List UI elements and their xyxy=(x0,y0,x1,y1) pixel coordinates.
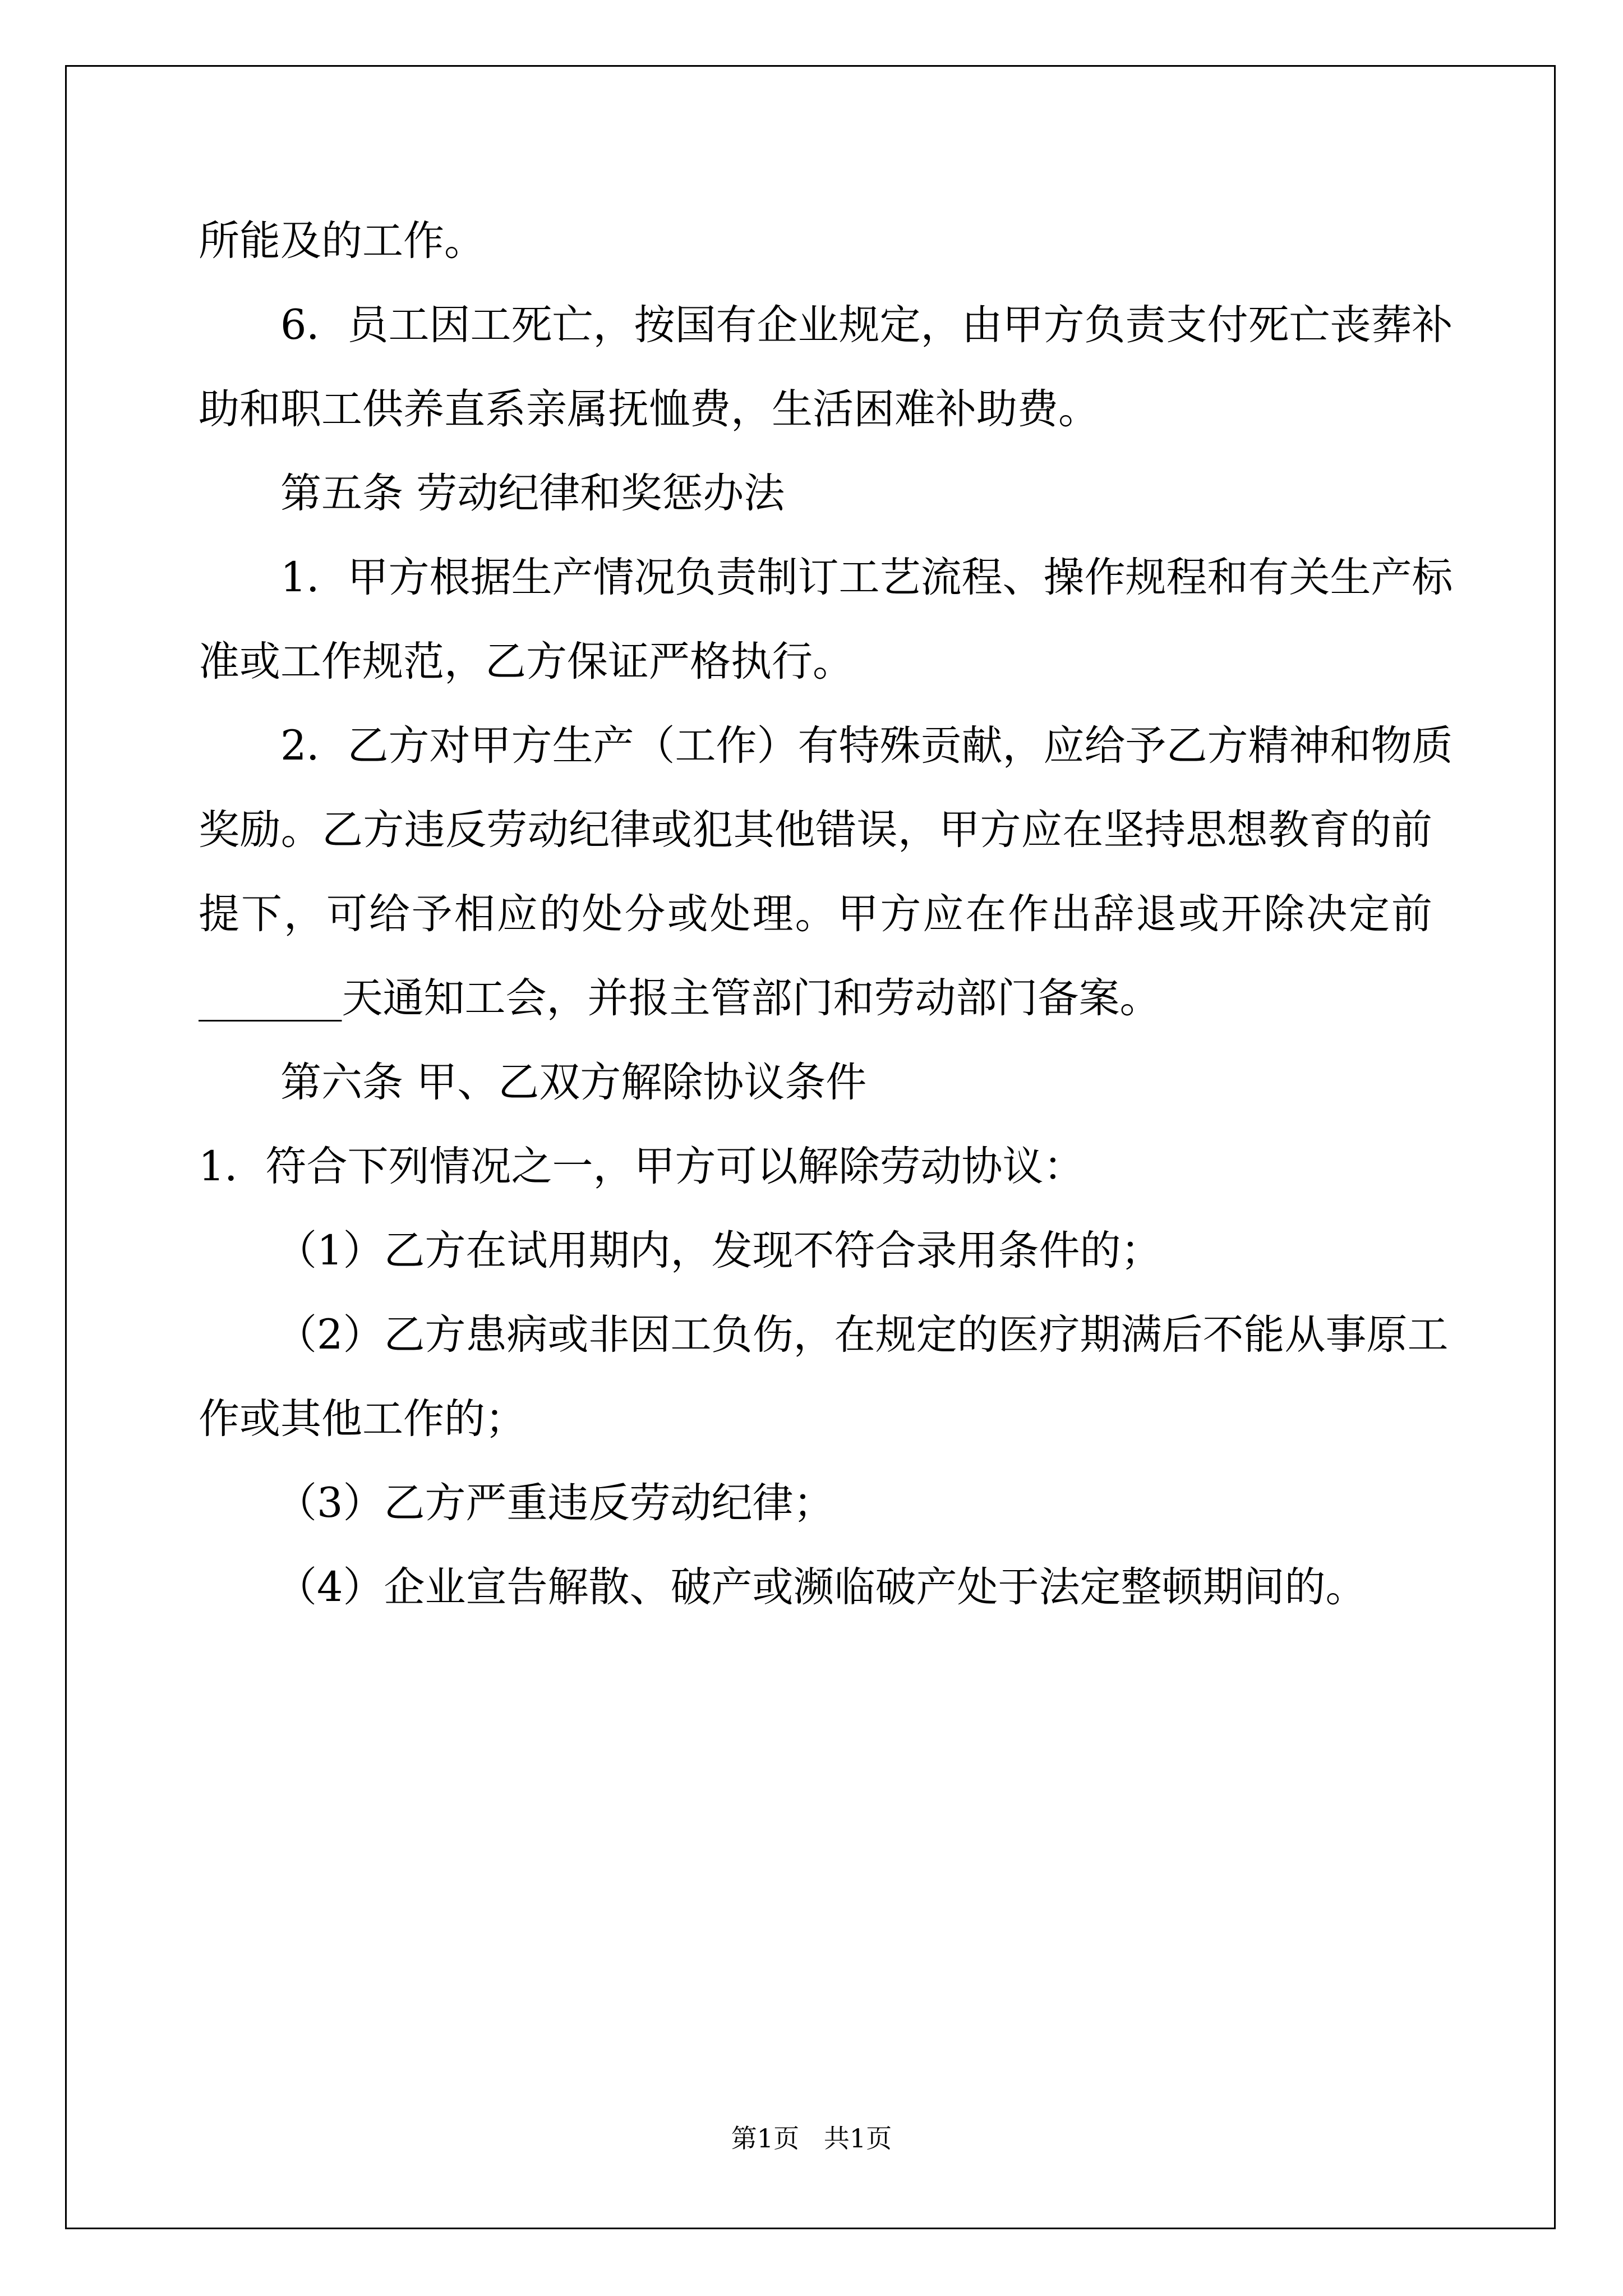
list-item: （4）企业宣告解散、破产或濒临破产处于法定整顿期间的。 xyxy=(276,1563,1367,1611)
list-item: （2）乙方患病或非因工负伤，在规定的医疗期满后不能从事原工 xyxy=(276,1311,1449,1359)
paragraph-line: 助和职工供养直系亲属抚恤费，生活困难补助费。 xyxy=(199,385,1099,433)
paragraph-line: 1．甲方根据生产情况负责制订工艺流程、操作规程和有关生产标 xyxy=(280,554,1453,601)
section-heading: 第六条 甲、乙双方解除协议条件 xyxy=(280,1059,867,1106)
paragraph-line: 6．员工因工死亡，按国有企业规定，由甲方负责支付死亡丧葬补 xyxy=(280,301,1453,349)
paragraph-line: 1．符合下列情况之一，甲方可以解除劳动协议： xyxy=(199,1143,1085,1190)
paragraph-line: 2．乙方对甲方生产（工作）有特殊贡献，应给予乙方精神和物质 xyxy=(280,722,1453,770)
list-item: （3）乙方严重违反劳动纪律； xyxy=(276,1479,834,1527)
paragraph-line: 奖励。乙方违反劳动纪律或犯其他错误，甲方应在坚持思想教育的前 xyxy=(199,806,1432,854)
list-item: （1）乙方在试用期内，发现不符合录用条件的； xyxy=(276,1227,1162,1274)
paragraph-line: 提下，可给予相应的处分或处理。甲方应在作出辞退或开除决定前 xyxy=(199,890,1432,938)
section-heading: 第五条 劳动纪律和奖惩办法 xyxy=(280,470,785,517)
paragraph-line: 所能及的工作。 xyxy=(199,217,485,265)
paragraph-line: 准或工作规范，乙方保证严格执行。 xyxy=(199,638,854,685)
paragraph-line: _______天通知工会，并报主管部门和劳动部门备案。 xyxy=(199,974,1161,1022)
page-number: 第1页 共1页 xyxy=(731,2123,892,2154)
paragraph-line: 作或其他工作的； xyxy=(199,1395,526,1443)
